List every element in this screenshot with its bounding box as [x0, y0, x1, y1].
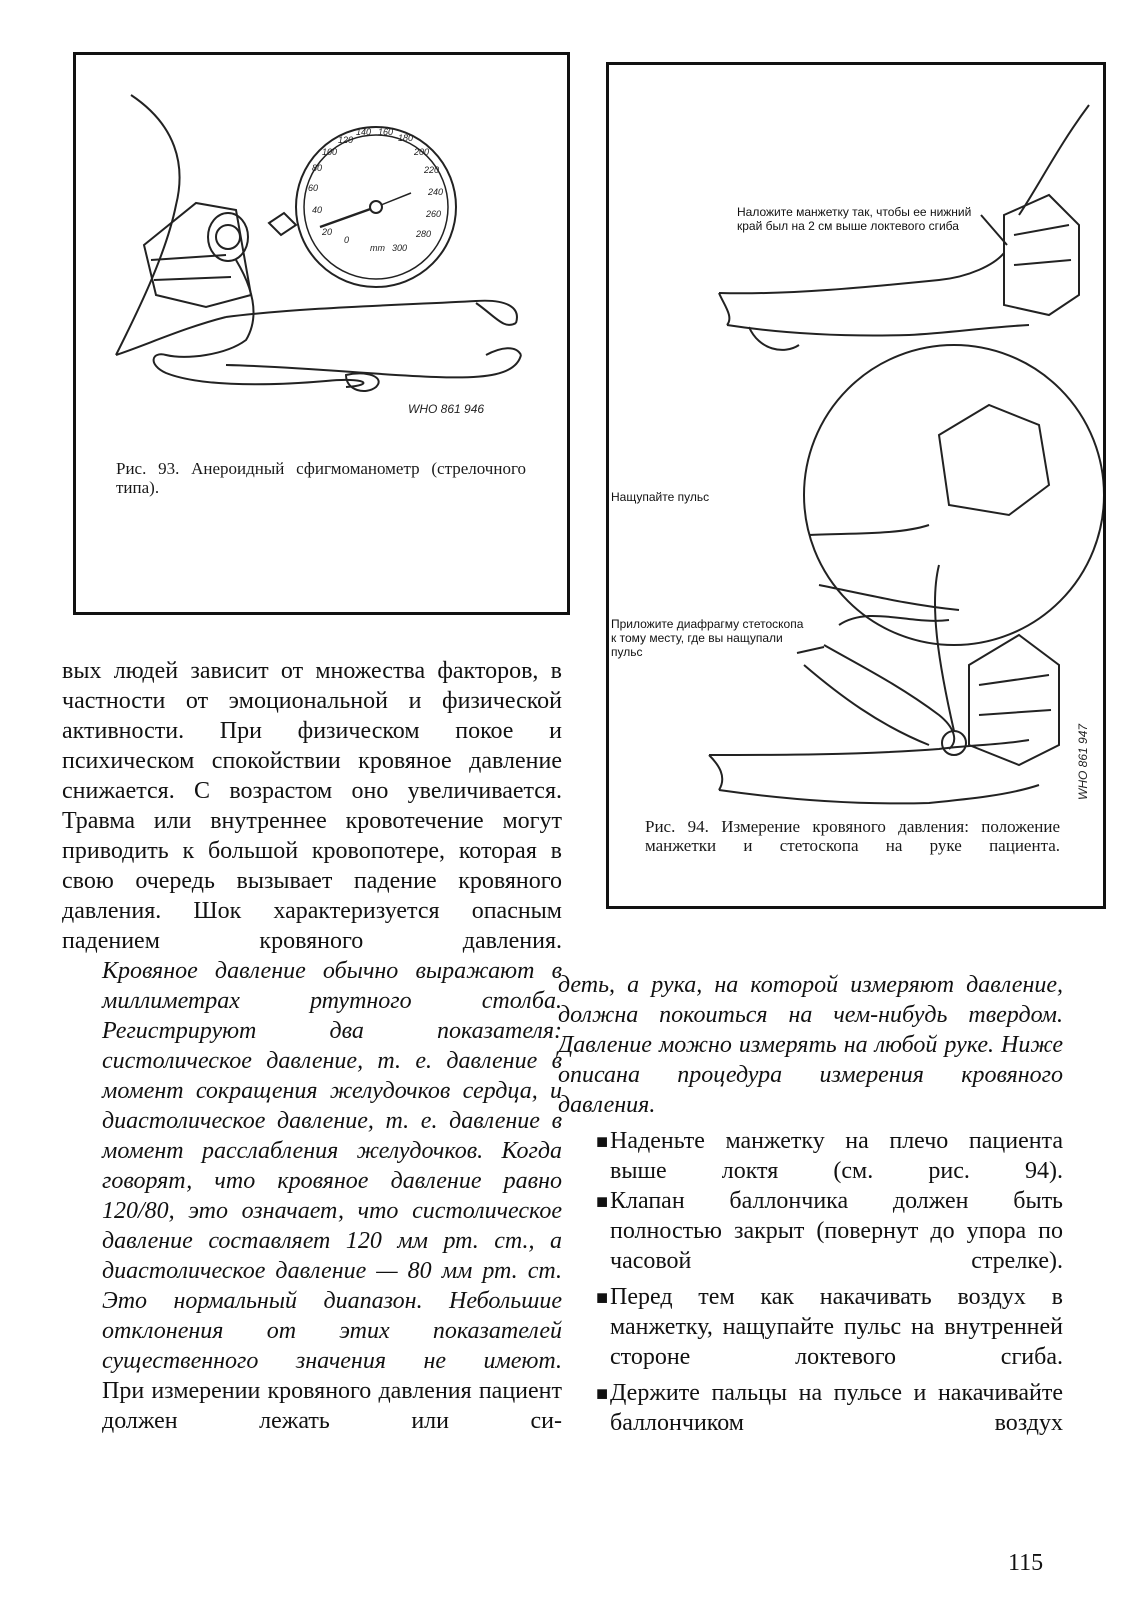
figure-code: WHO 861 947	[1076, 723, 1090, 800]
dial-number: 220	[424, 165, 440, 175]
list-item-text: Держите пальцы на пульсе и накачивайте баллончиком воздух	[610, 1380, 1063, 1436]
figure-code: WHO 861 946	[408, 402, 485, 416]
page-number: 115	[1008, 1550, 1044, 1576]
list-item	[558, 1126, 1063, 1186]
dial-number: 160	[378, 127, 394, 137]
dial-number: 260	[426, 209, 442, 219]
dial-number: 140	[356, 127, 372, 137]
dial-number: 80	[312, 163, 323, 173]
dial-number: 280	[416, 229, 432, 239]
dial-number: 200	[414, 147, 430, 157]
blood-pressure-measurement-illustration	[609, 65, 1103, 906]
figure-caption: Рис. 94. Измерение кровяного давления: положение манжетки и стетоскопа на руке пациента.	[645, 817, 1060, 855]
list-item	[558, 1282, 1063, 1372]
bullet-icon: ■	[596, 1287, 609, 1309]
cuff-instruction-label: Наложите манжетку так, чтобы ее нижний край был на 2 см выше локтевого сгиба	[737, 205, 972, 233]
dial-number: 0	[344, 235, 350, 245]
paragraph: При измерении кровяного давления пациент должен лежать или си-	[102, 1378, 562, 1434]
pulse-instruction-label: Нащупайте пульс	[611, 490, 710, 504]
figure-94	[606, 62, 1106, 909]
paragraph: деть, а рука, на которой измеряют давление, должна покоиться на чем-нибудь твердом. Давление можно измерять на любой руке. Ниже описана процедура измерения кровяного давления.	[558, 972, 1063, 1118]
left-column	[62, 656, 562, 1436]
dial-number: 100	[322, 147, 338, 157]
bullet-icon: ■	[596, 1191, 609, 1213]
dial-number: 180	[398, 133, 414, 143]
list-item-text: Перед тем как накачивать воздух в манжетку, нащупайте пульс на внутренней стороне локтевого сгиба.	[610, 1284, 1063, 1370]
paragraph: Кровяное давление обычно выражают в миллиметрах ртутного столба. Регистрируют два показателя: систолическое давление, т. е. давление в момент сокращения желудочков сердца, и диастолическое давление, т. е. давление в момент расслабления желудочков. Когда говорят, что кровяное давление равно 120/80, это означает, что систолическое давление составляет 120 мм рт. ст., а диастолическое давление — 80 мм рт. ст. Это нормальный диапазон. Небольшие отклонения от этих показателей существенного значения не имеют.	[102, 958, 562, 1374]
paragraph: вых людей зависит от множества факторов, в частности от эмоциональной и физической активности. При физическом покое и психическом спокойствии кровяное давление снижается. С возрастом оно увеличивается. Травма или внутреннее кровотечение могут приводить к большой кровопотере, которая в свою очередь вызывает падение кровяного давления. Шок характеризуется опасным падением кровяного давления.	[62, 658, 562, 954]
list-item-text: Наденьте манжетку на плечо пациента выше локтя (см. рис. 94).	[610, 1128, 1063, 1184]
dial-number: 120	[338, 135, 354, 145]
list-item	[558, 1186, 1063, 1276]
figure-caption: Рис. 93. Анероидный сфигмоманометр (стрелочного типа).	[116, 459, 526, 497]
bullet-icon: ■	[596, 1383, 609, 1405]
dial-number: 240	[428, 187, 444, 197]
dial-unit: mm	[370, 243, 385, 253]
figure-93	[73, 52, 570, 615]
bullet-icon: ■	[596, 1131, 609, 1153]
sphygmomanometer-illustration	[76, 55, 567, 612]
right-column	[558, 970, 1063, 1438]
stethoscope-instruction-label: Приложите диафрагму стетоскопа к тому месту, где вы нащупали пульс	[611, 617, 804, 659]
list-item	[558, 1378, 1063, 1438]
dial-number: 60	[308, 183, 319, 193]
list-item-text: Клапан баллончика должен быть полностью закрыт (повернут до упора по часовой стрелке).	[610, 1188, 1063, 1274]
dial-number: 20	[322, 227, 333, 237]
dial-number: 40	[312, 205, 323, 215]
dial-number: 300	[392, 243, 408, 253]
